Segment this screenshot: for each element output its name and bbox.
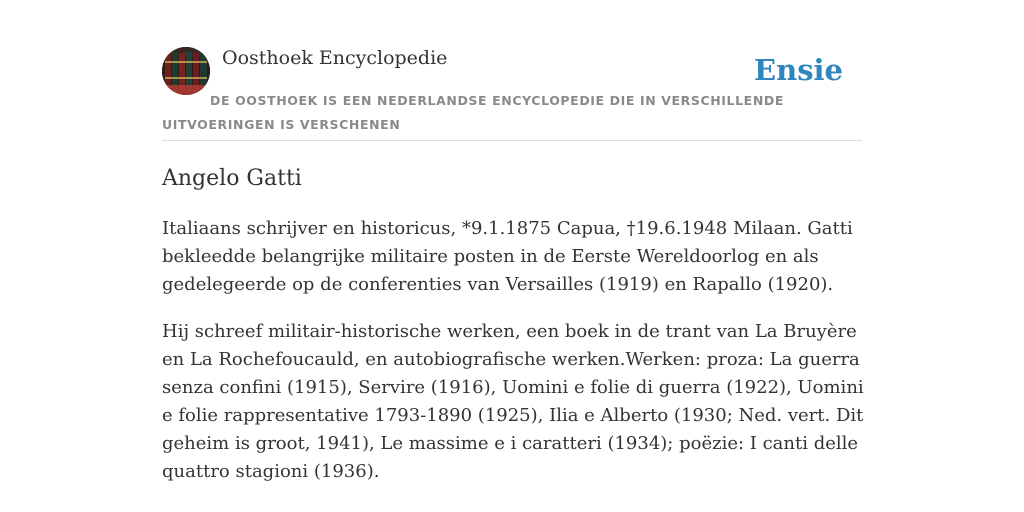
article-title: Angelo Gatti [162,166,302,191]
article-paragraph: Italiaans schrijver en historicus, *9.1.1875 Capua, †19.6.1948 Milaan. Gatti bekleedde belangrijke militaire posten in de Eerste Wereldoorlog en als gedelegeerde op de conferenties van Versailles (1919) en Rapallo (1920). [162,218,853,295]
source-header [162,44,862,141]
article-body [162,215,864,486]
encyclopedia-books-icon[interactable] [162,47,210,95]
source-description: DE OOSTHOEK IS EEN NEDERLANDSE ENCYCLOPEDIE DIE IN VERSCHILLENDE UITVOERINGEN IS VERSCHENEN [162,93,784,132]
ensie-logo[interactable]: Ensie [754,53,843,87]
article-paragraph: Hij schreef militair-historische werken, een boek in de trant van La Bruyère en La Rochefoucauld, en autobiografische werken.Werken: proza: La guerra senza confini (1915), Servire (1916), Uomini e folie di guerra (1922), Uomini e folie rappresentative 1793-1890 (1925), Ilia e Alberto (1930; Ned. vert. Dit geheim is groot, 1941), Le massime e i caratteri (1934); poëzie: I canti delle quattro stagioni (1936). [162,321,864,482]
article [162,162,864,486]
source-title[interactable]: Oosthoek Encyclopedie [222,47,448,69]
